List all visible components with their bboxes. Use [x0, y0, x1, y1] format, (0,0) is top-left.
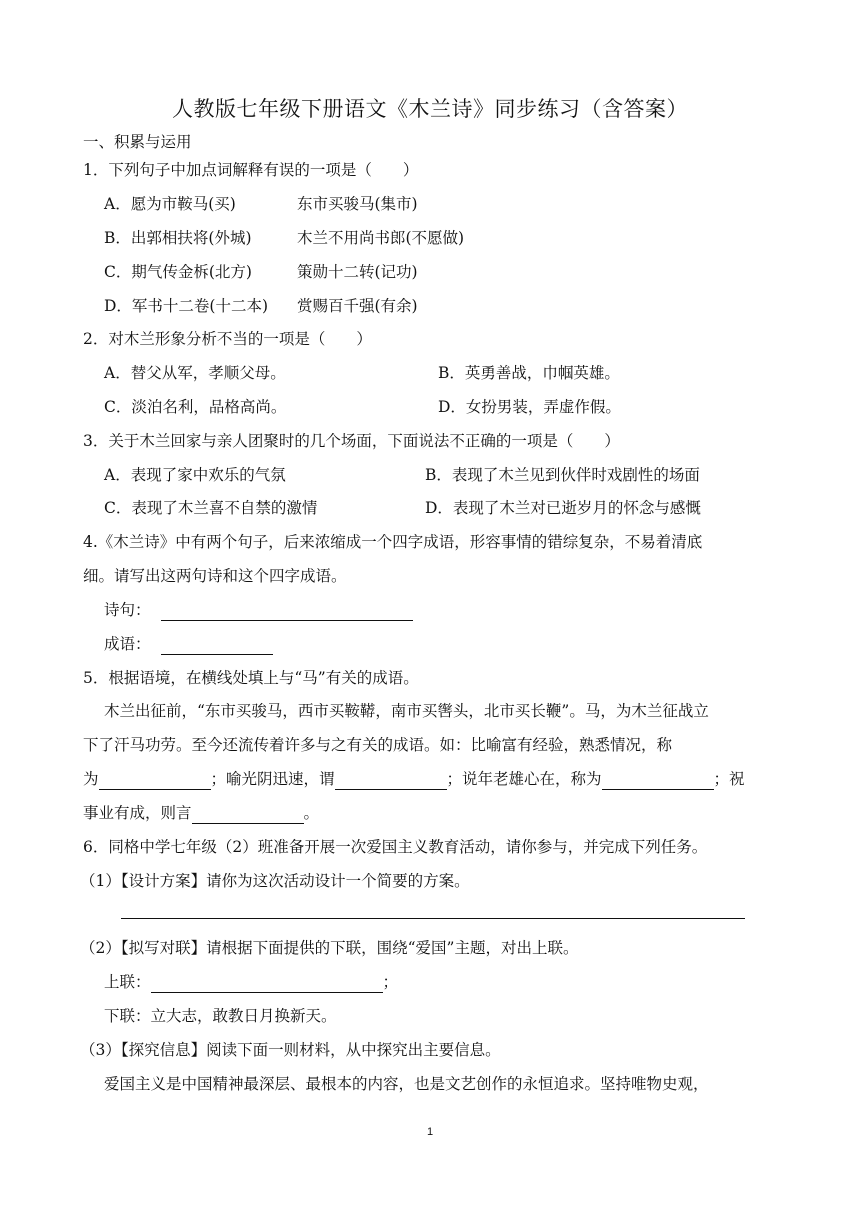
- q2-option-c: C．淡泊名利，品格高尚。: [104, 398, 287, 416]
- q5-text-e: 事业有成，则言: [83, 804, 192, 822]
- q6-upper-label: 上联：: [104, 973, 151, 991]
- q6-task-2: （2）【拟写对联】请根据下面提供的下联，围绕“爱国”主题，对出上联。: [80, 939, 579, 957]
- q4-poem-blank[interactable]: [161, 602, 413, 621]
- q5-paragraph-4: [83, 802, 319, 824]
- q1-option-b: B．出郭相扶将(外城): [104, 229, 252, 247]
- q6-upper-blank[interactable]: [151, 974, 383, 993]
- q3-option-a: A．表现了家中欢乐的气氛: [104, 466, 286, 484]
- q4-poem-label: 诗句：: [104, 601, 151, 619]
- q6-task-3: （3）【探究信息】阅读下面一则材料，从中探究出主要信息。: [80, 1041, 501, 1059]
- q4-idiom-blank[interactable]: [161, 636, 273, 655]
- q3-option-b: B．表现了木兰见到伙伴时戏剧性的场面: [425, 466, 700, 484]
- q1-option-c-2: 策勋十二转(记功): [297, 263, 418, 281]
- section-heading: 一、积累与运用: [83, 133, 192, 151]
- q6-upper-row: [104, 971, 398, 993]
- q3-option-c: C．表现了木兰喜不自禁的激情: [104, 499, 318, 517]
- q5-blank-2[interactable]: [335, 771, 447, 790]
- q5-text-b: ；喻光阴迅速，谓: [210, 770, 335, 788]
- q4-poem-row: [104, 599, 413, 621]
- q5-paragraph-2: 下了汗马功劳。至今还流传着许多与之有关的成语。如：比喻富有经验，熟悉情况，称: [83, 736, 673, 754]
- question-1-stem: 1．下列句子中加点词解释有误的一项是（ ）: [83, 161, 419, 179]
- question-4-line-1: 4.《木兰诗》中有两个句子，后来浓缩成一个四字成语，形容事情的错综复杂，不易着清底: [83, 533, 703, 551]
- q2-option-b: B．英勇善战，巾帼英雄。: [438, 364, 620, 382]
- q1-option-a-2: 东市买骏马(集市): [297, 195, 418, 213]
- q4-idiom-row: [104, 633, 273, 655]
- page-title: 人教版七年级下册语文《木兰诗》同步练习（含答案）: [172, 97, 688, 121]
- q6-answer-line[interactable]: [121, 918, 745, 919]
- q5-text-a: 为: [83, 770, 99, 788]
- q4-idiom-label: 成语：: [104, 635, 151, 653]
- q6-task-1: （1）【设计方案】请你为这次活动设计一个简要的方案。: [80, 872, 470, 890]
- question-2-stem: 2．对木兰形象分析不当的一项是（ ）: [83, 330, 372, 348]
- q3-option-d: D．表现了木兰对已逝岁月的怀念与感慨: [425, 499, 701, 517]
- q5-paragraph-3: [83, 768, 745, 790]
- q1-option-d-2: 赏赐百千强(有余): [297, 297, 418, 315]
- q2-option-d: D．女扮男装，弄虚作假。: [438, 398, 621, 416]
- question-3-stem: 3．关于木兰回家与亲人团聚时的几个场面，下面说法不正确的一项是（ ）: [83, 432, 620, 450]
- q5-blank-1[interactable]: [99, 771, 211, 790]
- q5-blank-4[interactable]: [192, 805, 304, 824]
- q1-option-b-2: 木兰不用尚书郎(不愿做): [297, 229, 465, 247]
- q5-paragraph-1: 木兰出征前，“东市买骏马，西市买鞍鞯，南市买辔头，北市买长鞭”。马，为木兰征战立: [104, 702, 709, 720]
- q6-lower: 下联：立大志，敢教日月换新天。: [104, 1007, 337, 1025]
- q6-paragraph: 爱国主义是中国精神最深层、最根本的内容，也是文艺创作的永恒追求。坚持唯物史观，: [104, 1075, 709, 1093]
- question-4-line-2: 细。请写出这两句诗和这个四字成语。: [83, 567, 347, 585]
- page-number: 1: [426, 1126, 434, 1138]
- q6-upper-end: ；: [382, 973, 399, 991]
- q2-option-a: A．替父从军，孝顺父母。: [104, 364, 286, 382]
- q5-text-c: ；说年老雄心在，称为: [446, 770, 602, 788]
- q1-option-c: C．期气传金柝(北方): [104, 263, 252, 281]
- q5-text-f: 。: [303, 804, 320, 822]
- q5-text-d: ；祝: [713, 770, 745, 788]
- q1-option-a: A．愿为市鞍马(买): [104, 195, 236, 213]
- question-6-stem: 6．同格中学七年级（2）班准备开展一次爱国主义教育活动，请你参与，并完成下列任务。: [83, 838, 708, 856]
- q5-blank-3[interactable]: [602, 771, 714, 790]
- q1-option-d: D．军书十二卷(十二本): [104, 297, 269, 315]
- question-5-stem: 5．根据语境，在横线处填上与“马”有关的成语。: [83, 669, 419, 687]
